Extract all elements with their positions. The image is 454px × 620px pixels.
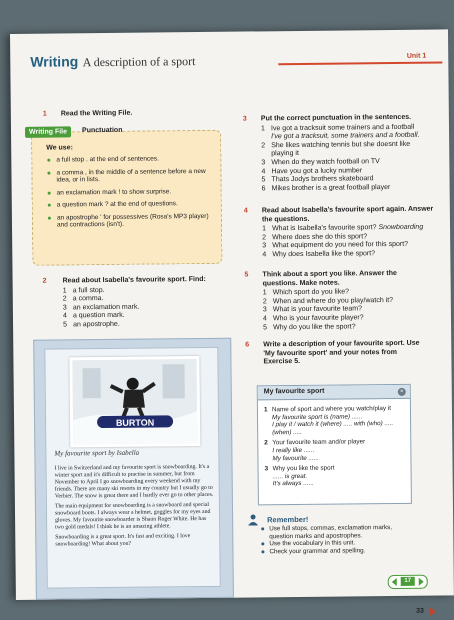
list-item: 5 Why do you like the sport?	[263, 322, 356, 331]
list-item: a full stop . at the end of sentences.	[46, 155, 216, 164]
example-answer: I've got a tracksuit, some trainers and a football.	[271, 131, 420, 141]
snowboarder-photo	[69, 356, 200, 447]
list-item: an apostrophe ' for possessives (Rosa's MP3 player) and contractions (isn't).	[47, 212, 217, 229]
list-item: a question mark ? at the end of questions.	[47, 200, 217, 209]
story-text	[55, 464, 216, 552]
page-number: 33	[416, 607, 424, 615]
person-icon	[247, 513, 259, 525]
prompt-block: 2 Your favourite team and/or player I really like ...... My favourite ......	[264, 438, 366, 462]
prompt-block: 3 Why you like the sport ...... is great. It's always ......	[264, 464, 335, 488]
ex2-block	[63, 276, 244, 330]
ex1-instruction: Read the Writing File.	[60, 109, 133, 118]
ex6-number: 6	[245, 341, 250, 349]
list-item: 3 When do they watch football on TV	[261, 158, 380, 167]
title-bold: Writing	[30, 53, 79, 70]
ex4-instruction: Read about Isabella's favourite sport again. Answer the questions.	[261, 205, 434, 223]
list-item: Check your grammar and spelling.	[261, 546, 417, 555]
unit-rule	[278, 61, 442, 65]
arrow-right-icon	[419, 578, 424, 586]
list-item: 5 Thats Jodys brothers skateboard	[261, 175, 374, 184]
arrow-right-icon	[430, 608, 436, 616]
favourite-sport-title: My favourite sport	[258, 385, 410, 401]
favourite-sport-prompts	[264, 405, 407, 491]
ex3-number: 3	[242, 115, 247, 123]
example-answer: Snowboarding	[378, 223, 424, 232]
list-item: 2 a comma.	[62, 295, 104, 303]
remember-box	[247, 512, 418, 572]
ex5-block	[262, 270, 423, 333]
unit-label: Unit 1	[406, 52, 427, 60]
list-item: 4 Who is your favourite player?	[262, 314, 364, 323]
close-icon: ×	[398, 388, 406, 396]
list-item: 2 When and where do you play/watch it?	[262, 296, 394, 306]
list-item: 4 a question mark.	[62, 312, 125, 320]
ex5-instruction: Think about a sport you like. Answer the questions. Make notes.	[262, 269, 397, 287]
list-item: a comma , in the middle of a sentence before a new idea, or in lists.	[46, 167, 216, 184]
bullet-icon	[47, 159, 50, 162]
remember-title: Remember!	[267, 514, 309, 525]
writing-file-box	[28, 126, 222, 266]
list-item: 1 Which sport do you like?	[262, 288, 350, 297]
list-item: 3 an exclamation mark.	[62, 303, 140, 312]
story-card	[33, 338, 234, 600]
list-item: Use the vocabulary in this unit.	[261, 539, 417, 548]
list-item: 1 Ive got a tracksuit some trainers and a football I've got a tracksuit, some trainers and a football.	[261, 123, 433, 142]
list-item: 1 What is Isabella's favourite sport? Snowboarding	[262, 223, 424, 233]
story-paragraph: Snowboarding is a great sport. It's fast and exciting. I love snowboarding! What about you?	[55, 533, 191, 548]
list-item: 4 Why does Isabella like the sport?	[262, 250, 376, 259]
writing-file-tag: Writing File	[25, 126, 71, 137]
story-caption: My favourite sport by Isabella	[54, 448, 140, 458]
page-ref-nav	[388, 575, 428, 589]
arrow-left-icon	[392, 578, 397, 586]
ex1-number: 1	[42, 110, 47, 118]
ex3-instruction: Put the correct punctuation in the sentences.	[260, 113, 412, 123]
list-item: Use full stops, commas, exclamation marks, question marks and apostrophes.	[261, 524, 417, 541]
list-item: an exclamation mark ! to show surprise.	[47, 187, 217, 196]
bullet-icon	[47, 171, 50, 174]
prompt-block: 1 Name of sport and where you watch/play it My favourite sport is (name) ...... I play it / watch it (where) ..... with (who) ..... (when) .....	[263, 405, 394, 437]
we-use-label: We use:	[46, 144, 73, 152]
ex2-number: 2	[42, 277, 47, 285]
ex3-block	[261, 114, 434, 194]
ex6-instruction: Write a description of your favourite sport. Use 'My favourite sport' and your notes from Exercise 5.	[263, 339, 420, 366]
list-item: 1 a full stop.	[62, 286, 105, 295]
list-item: 5 an apostrophe.	[63, 320, 120, 329]
textbook-page	[10, 29, 454, 615]
ex4-number: 4	[243, 207, 248, 215]
favourite-sport-box	[257, 384, 412, 506]
writing-file-title: Punctuation	[81, 126, 123, 135]
ex2-instruction: Read about Isabella's favourite sport. Find:	[62, 275, 206, 285]
list-item: 2 Where does she do this sport?	[262, 233, 368, 242]
list-item: 3 What is your favourite team?	[262, 305, 363, 314]
story-paragraph: The main equipment for snowboarding is a snowboard and special snowboard boots. I always wear a helmet, goggles for my eyes and gloves. My favourite snowboarder is Shaun Roger White. He has two gold medals! I think he is an amazing athlete.	[54, 501, 211, 531]
bullet-icon	[48, 204, 51, 207]
bullet-icon	[48, 191, 51, 194]
ex4-block	[262, 206, 435, 260]
remember-list	[261, 524, 417, 556]
bullet-icon	[48, 216, 51, 219]
title-rest: A description of a sport	[82, 54, 196, 70]
page-title	[30, 52, 195, 72]
list-item: 2 She likes watching tennis but she doesnt like playing it	[261, 140, 411, 158]
story-paper	[44, 347, 221, 589]
list-item: 6 Mikes brother is a great football player	[261, 183, 391, 193]
list-item: 4 Have you got a lucky number	[261, 166, 363, 175]
ex6-block	[263, 340, 423, 367]
story-paragraph: I live in Switzerland and my favourite sport is snowboarding. It's a winter sport and it's difficult to practise in summer, but from November to April I go snowboarding every weekend with my friends. There are many ski resorts in my country but I usually go to Verbier. The snow is great there and I hardly ever go to other places.	[54, 463, 214, 500]
list-item: 3 What equipment do you need for this sport?	[262, 241, 409, 250]
board-text: BURTON	[115, 417, 155, 428]
punctuation-list	[46, 155, 217, 234]
ex5-number: 5	[244, 271, 249, 279]
page-ref-number: 17	[401, 577, 415, 586]
